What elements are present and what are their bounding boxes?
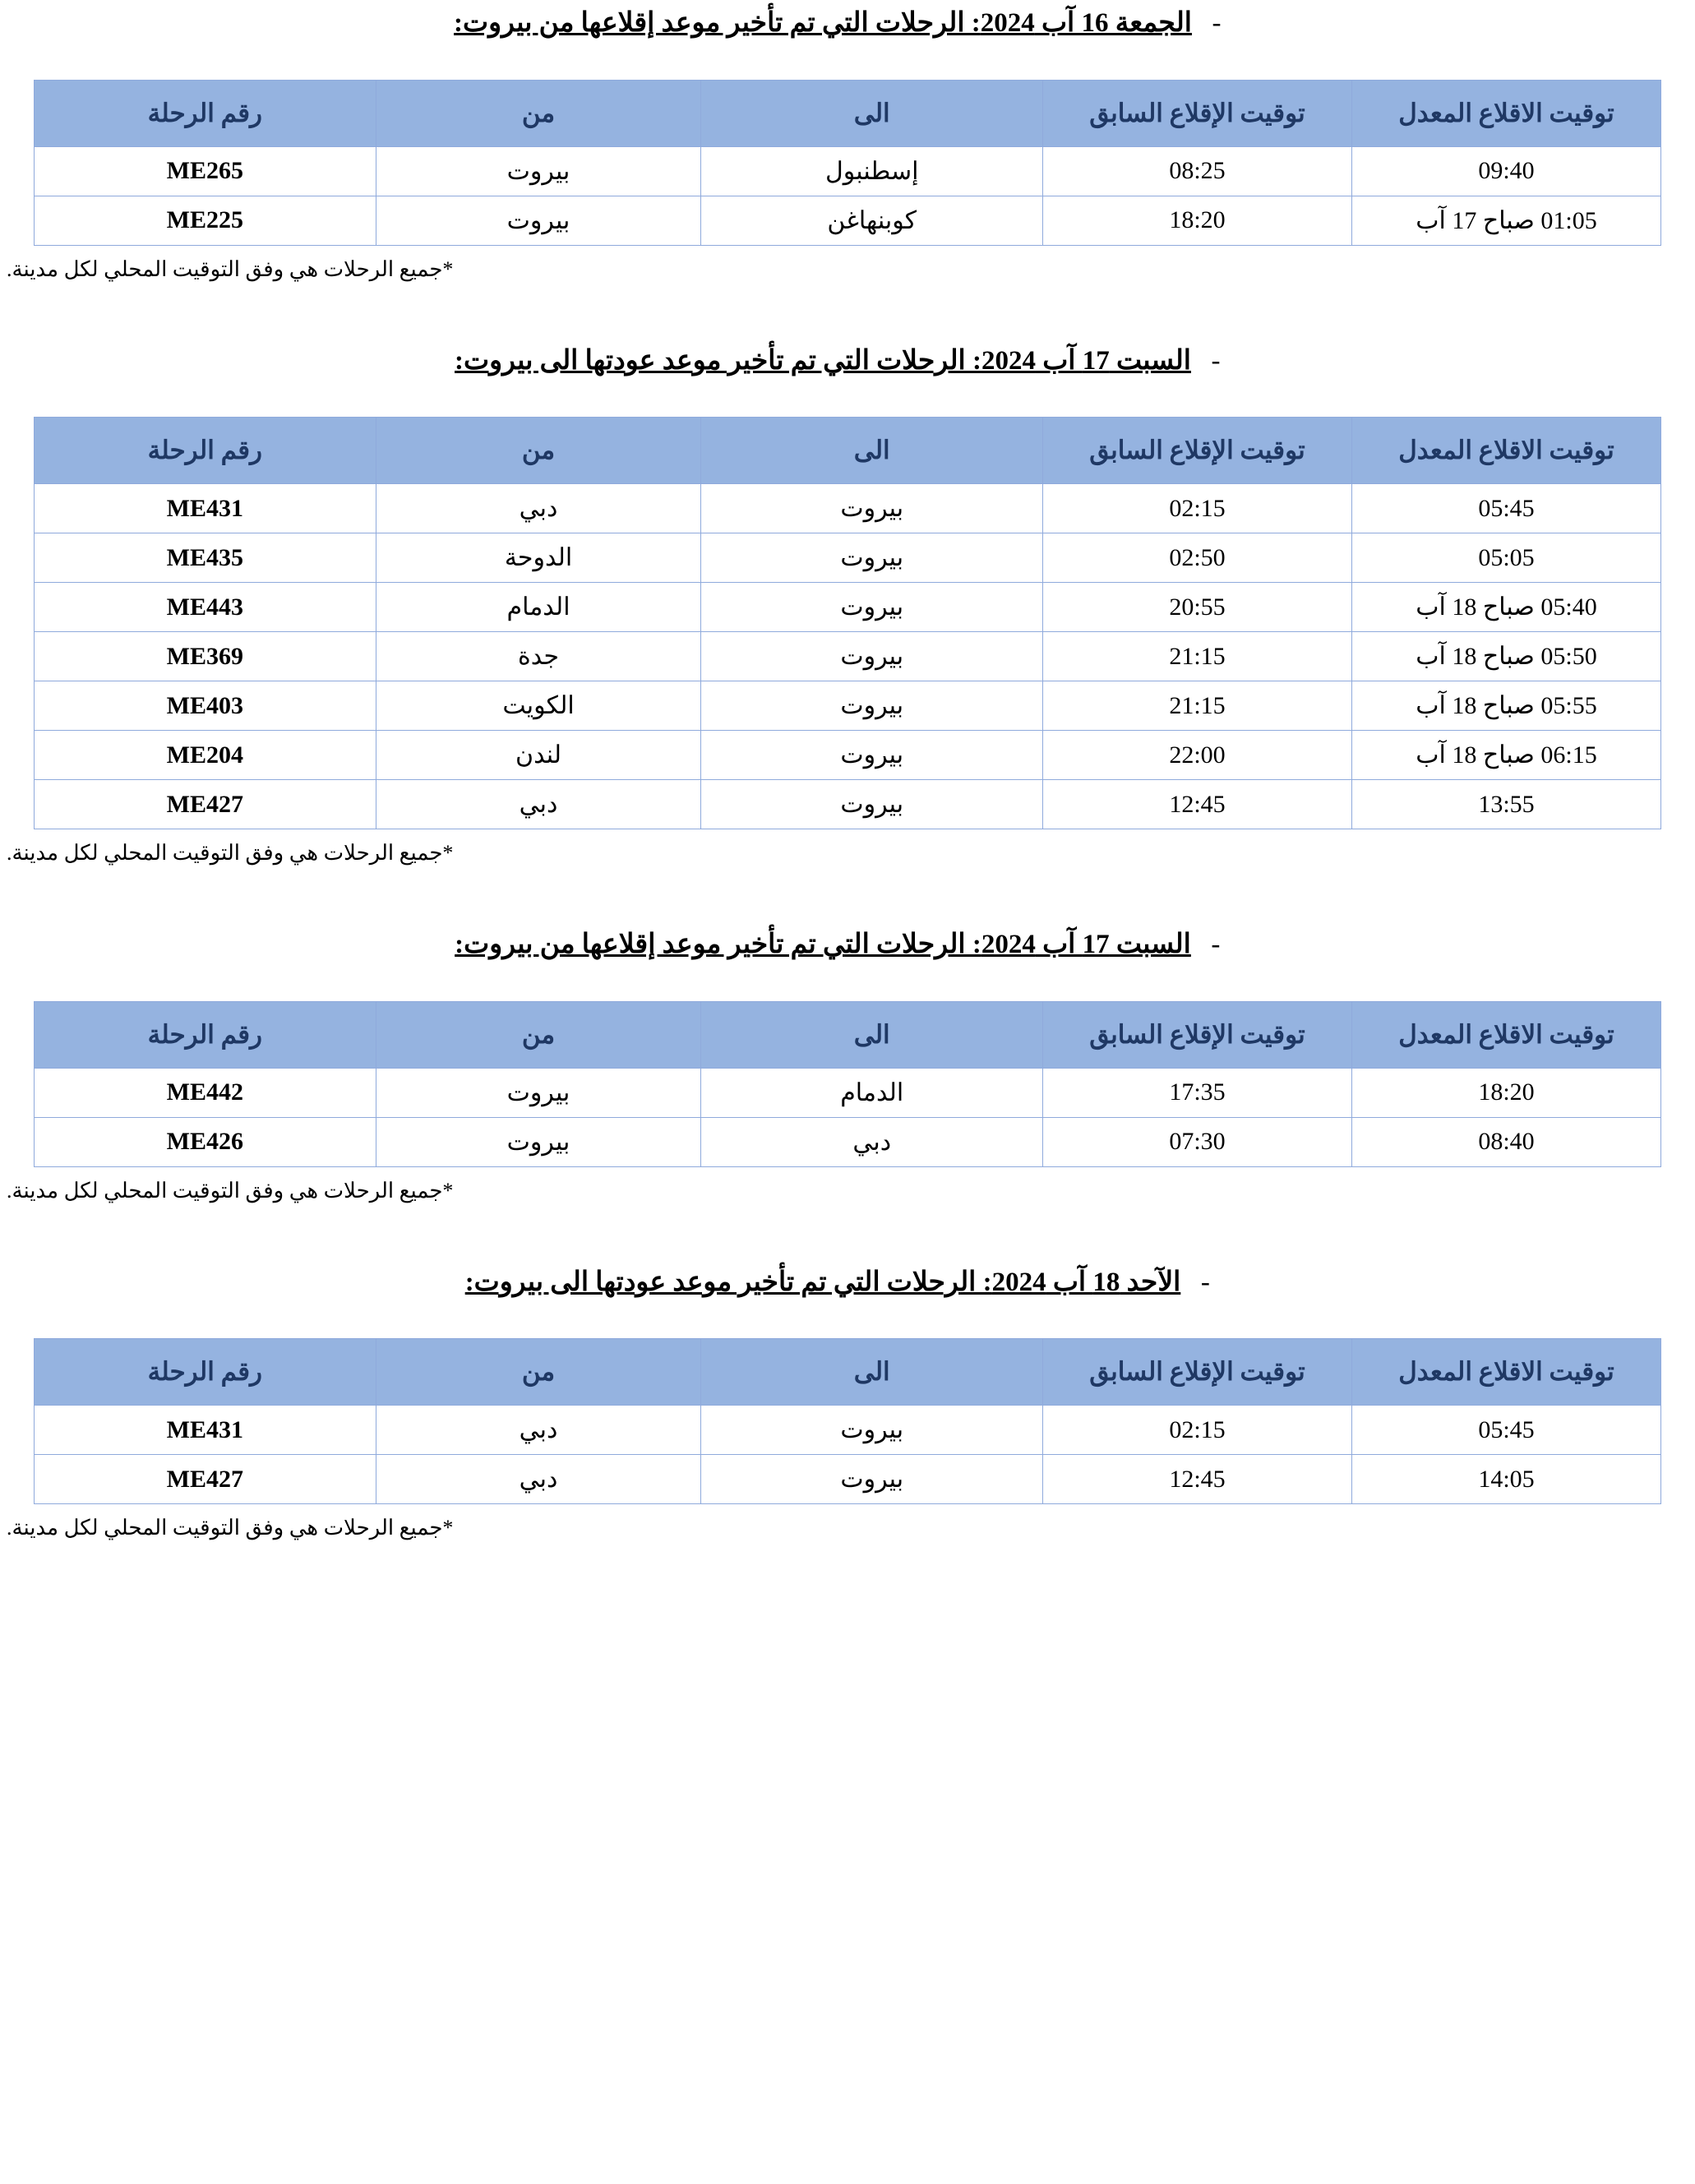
cell-from: بيروت [376, 1117, 701, 1166]
cell-new-time: 05:45 [1352, 1406, 1661, 1455]
flights-table [34, 1338, 1661, 1504]
cell-previous-time: 12:45 [1043, 780, 1352, 829]
table-row [35, 780, 1661, 829]
cell-from: بيروت [376, 1068, 701, 1117]
cell-to: بيروت [701, 533, 1043, 583]
cell-flight-number: ME427 [35, 1455, 376, 1504]
column-header-from: من [376, 1001, 701, 1068]
column-header-previous-time: توقيت الإقلاع السابق [1043, 1001, 1352, 1068]
cell-to: إسطنبول [701, 146, 1043, 196]
footnote-text: *جميع الرحلات هي وفق التوقيت المحلي لكل مدينة. [7, 1178, 454, 1203]
table-row [35, 533, 1661, 583]
cell-previous-time: 12:45 [1043, 1455, 1352, 1504]
cell-from: دبي [376, 484, 701, 533]
cell-flight-number: ME403 [35, 681, 376, 731]
column-header-from: من [376, 418, 701, 484]
heading-text: الجمعة 16 آب 2024: الرحلات التي تم تأخير موعد إقلاعها من بيروت: [454, 8, 1192, 38]
column-header-flight-number: رقم الرحلة [35, 1339, 376, 1406]
cell-flight-number: ME426 [35, 1117, 376, 1166]
cell-flight-number: ME443 [35, 583, 376, 632]
heading-dash: - [1200, 1267, 1210, 1297]
table-footnote [7, 246, 1688, 282]
column-header-from: من [376, 80, 701, 146]
column-header-to: الى [701, 80, 1043, 146]
cell-flight-number: ME369 [35, 632, 376, 681]
table-header-row [35, 1339, 1661, 1406]
cell-to: بيروت [701, 681, 1043, 731]
cell-previous-time: 20:55 [1043, 583, 1352, 632]
column-header-new-time: توقيت الاقلاع المعدل [1352, 1001, 1661, 1068]
cell-new-time: 05:40 صباح 18 آب [1352, 583, 1661, 632]
column-header-new-time: توقيت الاقلاع المعدل [1352, 418, 1661, 484]
cell-flight-number: ME442 [35, 1068, 376, 1117]
column-header-new-time: توقيت الاقلاع المعدل [1352, 1339, 1661, 1406]
cell-new-time: 14:05 [1352, 1455, 1661, 1504]
cell-to: الدمام [701, 1068, 1043, 1117]
heading-text: الآحد 18 آب 2024: الرحلات التي تم تأخير موعد عودتها الى بيروت: [464, 1267, 1181, 1297]
cell-to: دبي [701, 1117, 1043, 1166]
cell-from: بيروت [376, 146, 701, 196]
cell-to: بيروت [701, 1455, 1043, 1504]
cell-flight-number: ME427 [35, 780, 376, 829]
cell-flight-number: ME435 [35, 533, 376, 583]
cell-to: بيروت [701, 780, 1043, 829]
table-header-row [35, 418, 1661, 484]
column-header-previous-time: توقيت الإقلاع السابق [1043, 80, 1352, 146]
cell-to: بيروت [701, 583, 1043, 632]
cell-previous-time: 18:20 [1043, 196, 1352, 245]
cell-to: بيروت [701, 1406, 1043, 1455]
table-row [35, 681, 1661, 731]
column-header-to: الى [701, 1339, 1043, 1406]
column-header-flight-number: رقم الرحلة [35, 80, 376, 146]
table-row [35, 1068, 1661, 1117]
column-header-to: الى [701, 1001, 1043, 1068]
section-heading [7, 343, 1688, 380]
table-header-row [35, 80, 1661, 146]
section-flights-delayed-departures-17-aug [7, 926, 1688, 1203]
heading-text: السبت 17 آب 2024: الرحلات التي تم تأخير موعد عودتها الى بيروت: [455, 345, 1191, 376]
table-row [35, 146, 1661, 196]
table-header-row [35, 1001, 1661, 1068]
table-row [35, 731, 1661, 780]
heading-dash: - [1211, 345, 1221, 376]
cell-from: جدة [376, 632, 701, 681]
cell-previous-time: 02:15 [1043, 1406, 1352, 1455]
column-header-new-time: توقيت الاقلاع المعدل [1352, 80, 1661, 146]
cell-from: الدوحة [376, 533, 701, 583]
section-flights-delayed-returns-17-aug [7, 343, 1688, 866]
cell-new-time: 01:05 صباح 17 آب [1352, 196, 1661, 245]
cell-new-time: 09:40 [1352, 146, 1661, 196]
cell-flight-number: ME204 [35, 731, 376, 780]
heading-dash: - [1212, 8, 1222, 38]
cell-flight-number: ME265 [35, 146, 376, 196]
flights-table [34, 1001, 1661, 1167]
cell-from: دبي [376, 1406, 701, 1455]
column-header-flight-number: رقم الرحلة [35, 418, 376, 484]
cell-new-time: 05:05 [1352, 533, 1661, 583]
cell-from: دبي [376, 1455, 701, 1504]
section-heading [7, 5, 1688, 42]
column-header-previous-time: توقيت الإقلاع السابق [1043, 418, 1352, 484]
section-flights-delayed-returns-18-aug [7, 1264, 1688, 1541]
cell-new-time: 18:20 [1352, 1068, 1661, 1117]
cell-previous-time: 07:30 [1043, 1117, 1352, 1166]
cell-to: بيروت [701, 484, 1043, 533]
section-heading [7, 926, 1688, 963]
cell-new-time: 05:45 [1352, 484, 1661, 533]
cell-from: بيروت [376, 196, 701, 245]
footnote-text: *جميع الرحلات هي وفق التوقيت المحلي لكل مدينة. [7, 1516, 454, 1540]
table-footnote [7, 1504, 1688, 1540]
cell-flight-number: ME431 [35, 1406, 376, 1455]
section-flights-delayed-departures-16-aug [7, 5, 1688, 282]
cell-to: بيروت [701, 632, 1043, 681]
table-row [35, 1117, 1661, 1166]
cell-previous-time: 21:15 [1043, 681, 1352, 731]
cell-from: الدمام [376, 583, 701, 632]
cell-new-time: 08:40 [1352, 1117, 1661, 1166]
table-footnote [7, 1167, 1688, 1203]
cell-previous-time: 22:00 [1043, 731, 1352, 780]
table-row [35, 196, 1661, 245]
heading-dash: - [1211, 930, 1221, 960]
flights-table [34, 417, 1661, 829]
cell-new-time: 06:15 صباح 18 آب [1352, 731, 1661, 780]
column-header-to: الى [701, 418, 1043, 484]
cell-previous-time: 08:25 [1043, 146, 1352, 196]
column-header-previous-time: توقيت الإقلاع السابق [1043, 1339, 1352, 1406]
cell-previous-time: 02:15 [1043, 484, 1352, 533]
cell-new-time: 05:50 صباح 18 آب [1352, 632, 1661, 681]
section-heading [7, 1264, 1688, 1301]
cell-flight-number: ME225 [35, 196, 376, 245]
footnote-text: *جميع الرحلات هي وفق التوقيت المحلي لكل مدينة. [7, 256, 454, 281]
cell-to: بيروت [701, 731, 1043, 780]
flights-table [34, 80, 1661, 246]
table-row [35, 583, 1661, 632]
column-header-from: من [376, 1339, 701, 1406]
cell-new-time: 05:55 صباح 18 آب [1352, 681, 1661, 731]
cell-previous-time: 02:50 [1043, 533, 1352, 583]
table-footnote [7, 829, 1688, 866]
cell-from: الكويت [376, 681, 701, 731]
table-row [35, 1406, 1661, 1455]
cell-previous-time: 21:15 [1043, 632, 1352, 681]
cell-from: لندن [376, 731, 701, 780]
column-header-flight-number: رقم الرحلة [35, 1001, 376, 1068]
table-row [35, 1455, 1661, 1504]
table-row [35, 484, 1661, 533]
heading-text: السبت 17 آب 2024: الرحلات التي تم تأخير موعد إقلاعها من بيروت: [455, 930, 1191, 960]
cell-new-time: 13:55 [1352, 780, 1661, 829]
footnote-text: *جميع الرحلات هي وفق التوقيت المحلي لكل مدينة. [7, 841, 454, 866]
cell-to: كوبنهاغن [701, 196, 1043, 245]
cell-previous-time: 17:35 [1043, 1068, 1352, 1117]
table-row [35, 632, 1661, 681]
cell-from: دبي [376, 780, 701, 829]
cell-flight-number: ME431 [35, 484, 376, 533]
